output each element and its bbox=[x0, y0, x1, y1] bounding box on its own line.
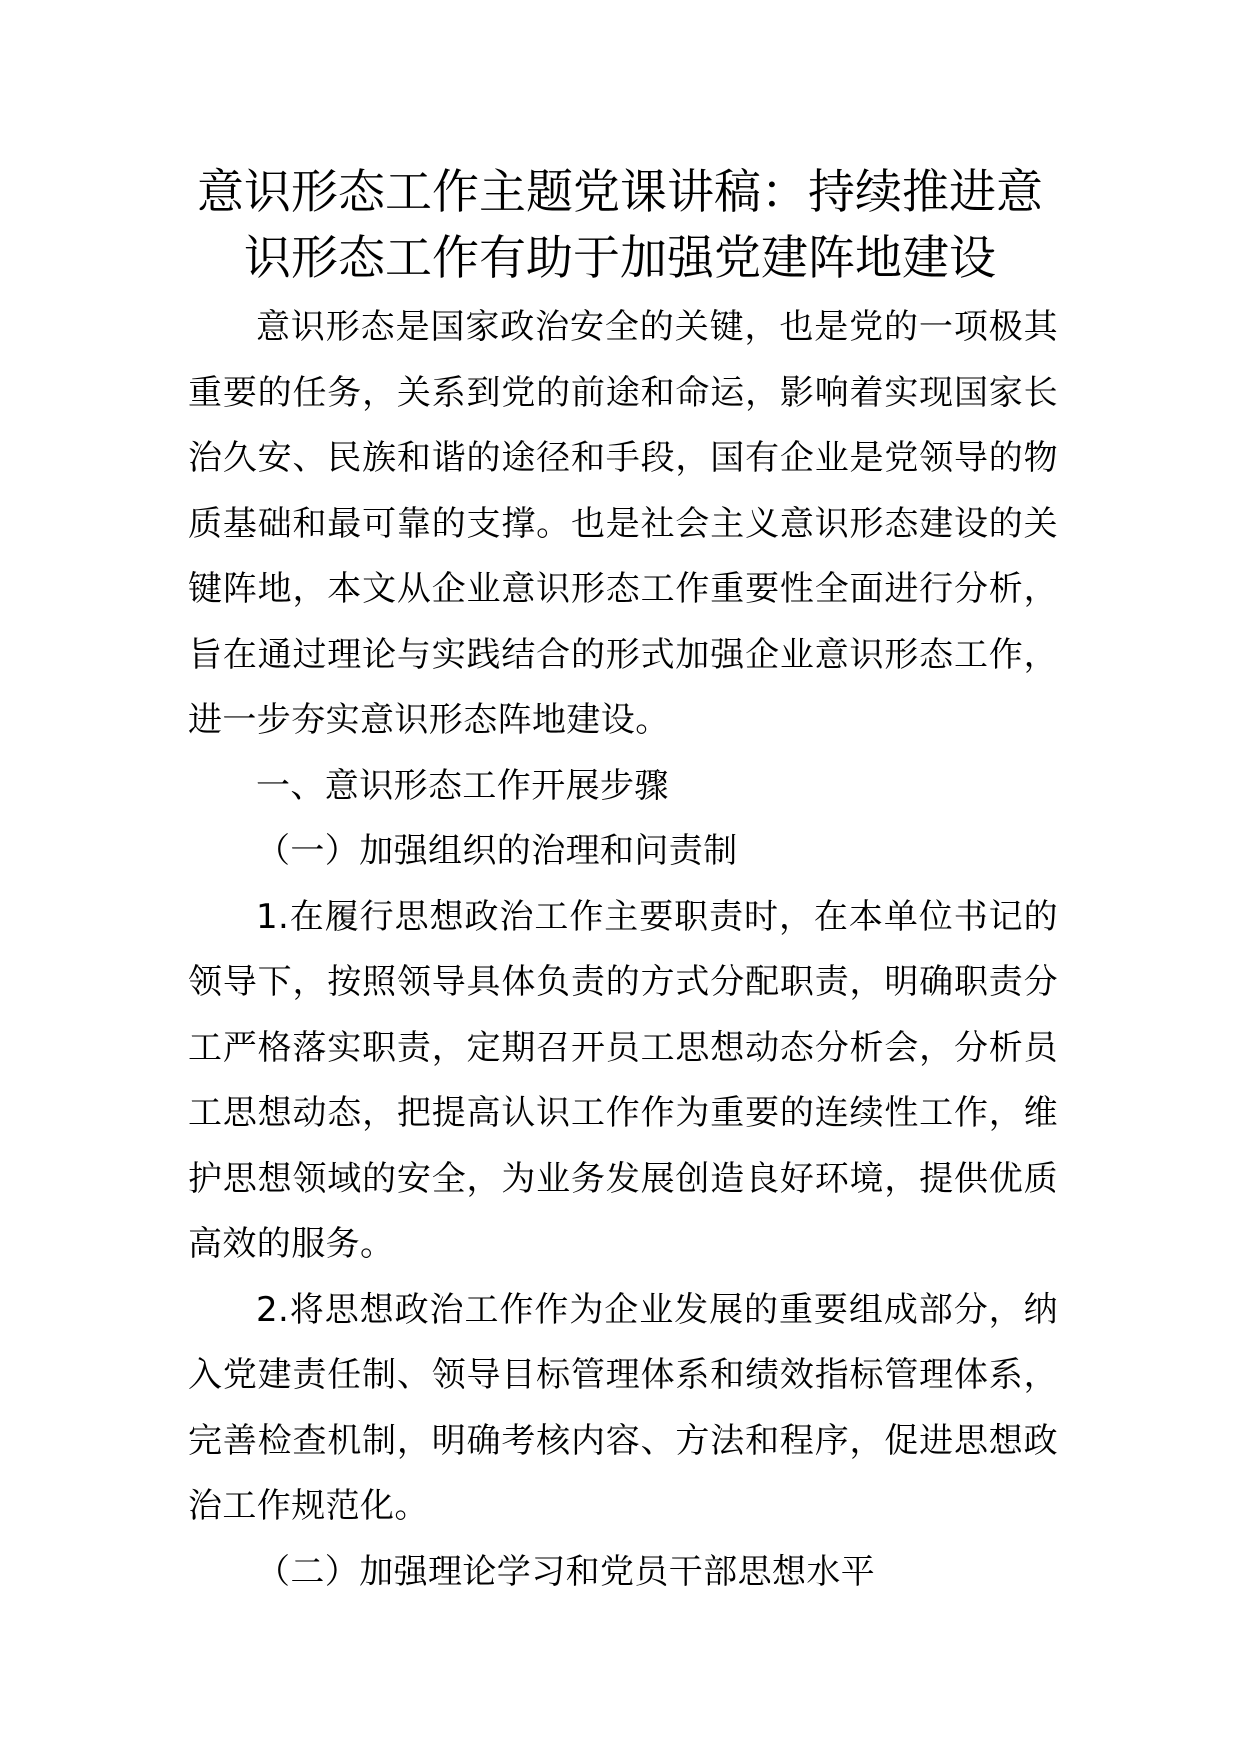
subsection-heading-1: （一）加强组织的治理和问责制 bbox=[256, 831, 738, 871]
title-line-1: 意识形态工作主题党课讲稿：持续推进意 bbox=[197, 165, 1043, 220]
subsection-heading-2: （二）加强理论学习和党员干部思想水平 bbox=[256, 1551, 876, 1592]
section-heading-1: 一、意识形态工作开展步骤 bbox=[256, 765, 669, 806]
title-line-2: 识形态工作有助于加强党建阵地建设 bbox=[244, 231, 996, 286]
document-body bbox=[188, 295, 1058, 1605]
numbered-paragraph-2: 2.将思想政治工作作为企业发展的重要组成部分，纳入党建责任制、领导目标管理体系和绩效指标管理体系，完善检查机制，明确考核内容、方法和程序，促进思想政治工作规范化。 bbox=[188, 1289, 1058, 1526]
document-title bbox=[180, 160, 1060, 292]
intro-paragraph: 意识形态是国家政治安全的关键，也是党的一项极其重要的任务，关系到党的前途和命运，影响着实现国家长治久安、民族和谐的途径和手段，国有企业是党领导的物质基础和最可靠的支撑。也是社会主义意识形态建设的关键阵地，本文从企业意识形态工作重要性全面进行分析，旨在通过理论与实践结合的形式加强企业意识形态工作，进一步夯实意识形态阵地建设。 bbox=[188, 307, 1058, 740]
numbered-paragraph-1: 1.在履行思想政治工作主要职责时，在本单位书记的领导下，按照领导具体负责的方式分配职责，明确职责分工严格落实职责，定期召开员工思想动态分析会，分析员工思想动态，把提高认识工作作为重要的连续性工作，维护思想领域的安全，为业务发展创造良好环境，提供优质高效的服务。 bbox=[188, 896, 1058, 1264]
